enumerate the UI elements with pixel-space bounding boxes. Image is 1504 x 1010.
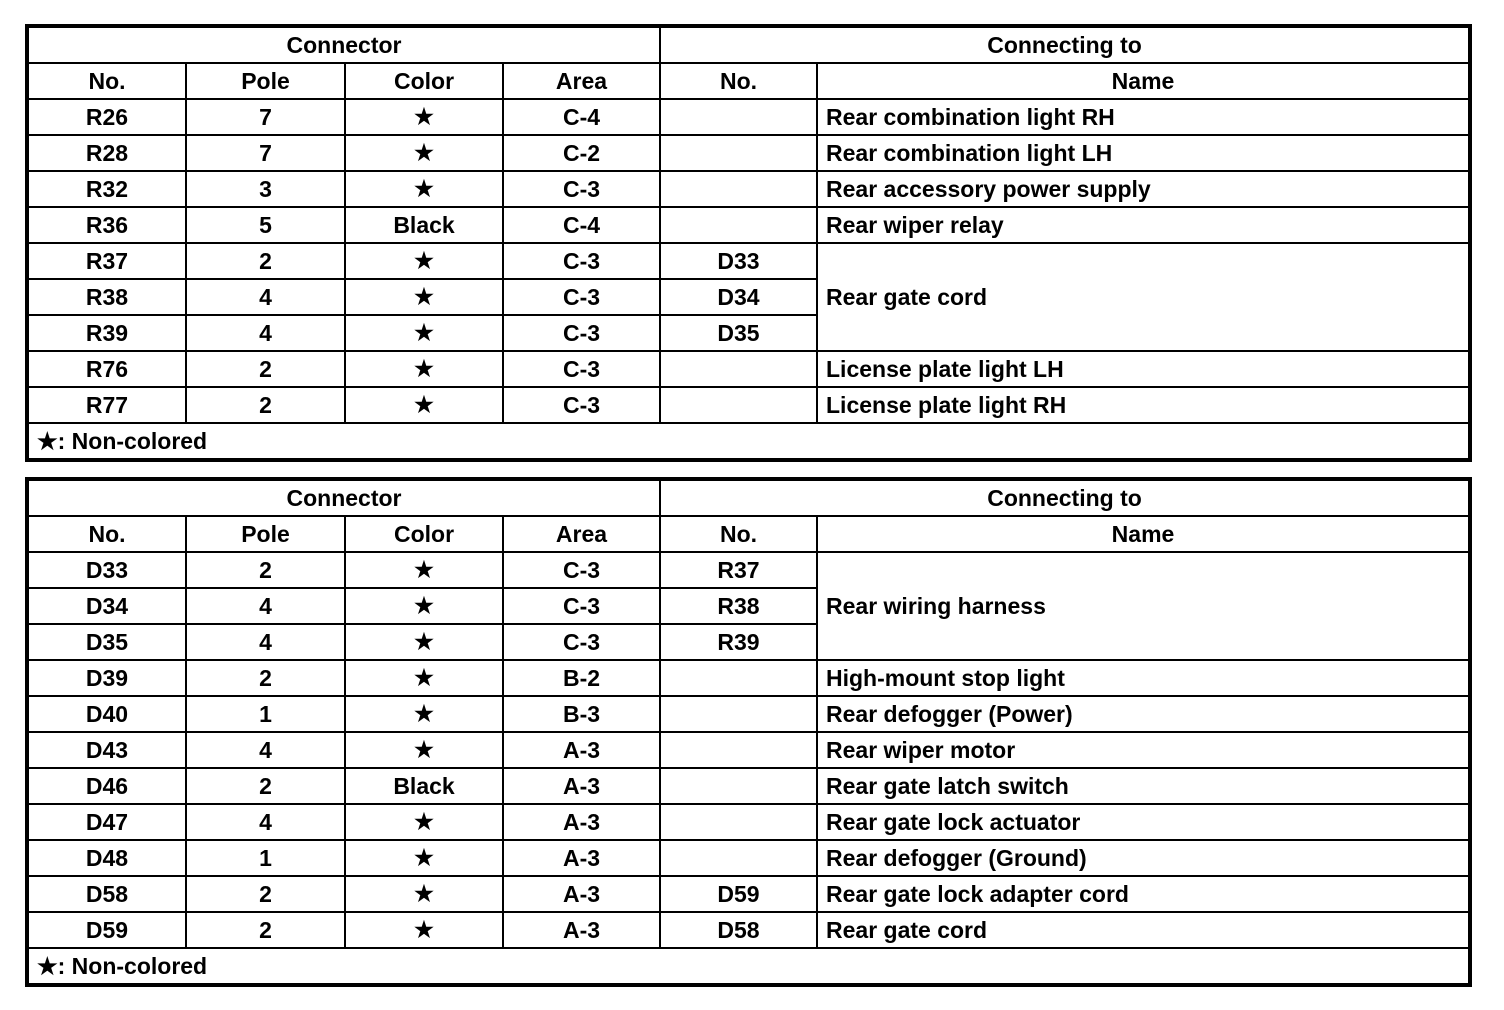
- col-header-area: Area: [503, 516, 660, 552]
- cell-pole: 2: [186, 243, 345, 279]
- cell-name: Rear gate cord: [817, 912, 1470, 948]
- cell-pole: 5: [186, 207, 345, 243]
- cell-area: C-3: [503, 171, 660, 207]
- cell-no: D47: [27, 804, 186, 840]
- cell-area: A-3: [503, 840, 660, 876]
- cell-name: Rear combination light LH: [817, 135, 1470, 171]
- table-row: [27, 768, 1470, 804]
- cell-no: R77: [27, 387, 186, 423]
- cell-name: Rear wiring harness: [817, 552, 1470, 660]
- cell-area: A-3: [503, 804, 660, 840]
- cell-pole: 1: [186, 696, 345, 732]
- cell-color: ★: [345, 696, 503, 732]
- cell-to-no: [660, 696, 817, 732]
- cell-no: R26: [27, 99, 186, 135]
- cell-pole: 4: [186, 588, 345, 624]
- cell-name: Rear combination light RH: [817, 99, 1470, 135]
- cell-name: High-mount stop light: [817, 660, 1470, 696]
- cell-name: Rear defogger (Power): [817, 696, 1470, 732]
- cell-to-no: [660, 768, 817, 804]
- cell-color: ★: [345, 279, 503, 315]
- cell-color: ★: [345, 732, 503, 768]
- cell-to-no: [660, 387, 817, 423]
- cell-pole: 3: [186, 171, 345, 207]
- footnote-row: [27, 948, 1470, 985]
- table-row: [27, 351, 1470, 387]
- cell-no: D34: [27, 588, 186, 624]
- table-row: [27, 243, 1470, 279]
- cell-area: C-3: [503, 351, 660, 387]
- cell-area: C-4: [503, 207, 660, 243]
- footnote-non-colored: ★: Non-colored: [27, 423, 1470, 460]
- column-header-row: [27, 63, 1470, 99]
- cell-name: Rear wiper relay: [817, 207, 1470, 243]
- cell-name: Rear gate lock adapter cord: [817, 876, 1470, 912]
- cell-name: License plate light RH: [817, 387, 1470, 423]
- table-row: [27, 552, 1470, 588]
- cell-no: R76: [27, 351, 186, 387]
- connector-group-header: Connector: [27, 479, 660, 516]
- cell-no: R36: [27, 207, 186, 243]
- table-row: [27, 171, 1470, 207]
- table-row: [27, 135, 1470, 171]
- col-header-name: Name: [817, 516, 1470, 552]
- cell-pole: 2: [186, 387, 345, 423]
- connector-group-header: Connector: [27, 26, 660, 63]
- cell-no: R28: [27, 135, 186, 171]
- group-header-row: [27, 479, 1470, 516]
- connecting-to-group-header: Connecting to: [660, 26, 1470, 63]
- col-header-area: Area: [503, 63, 660, 99]
- cell-to-no: D35: [660, 315, 817, 351]
- cell-color: ★: [345, 912, 503, 948]
- cell-area: B-2: [503, 660, 660, 696]
- col-header-pole: Pole: [186, 516, 345, 552]
- cell-pole: 4: [186, 315, 345, 351]
- cell-pole: 2: [186, 351, 345, 387]
- cell-area: C-3: [503, 552, 660, 588]
- col-header-no: No.: [27, 516, 186, 552]
- cell-color: Black: [345, 768, 503, 804]
- cell-color: ★: [345, 552, 503, 588]
- cell-no: D58: [27, 876, 186, 912]
- table-row: [27, 387, 1470, 423]
- cell-color: ★: [345, 588, 503, 624]
- cell-to-no: D59: [660, 876, 817, 912]
- footnote-non-colored: ★: Non-colored: [27, 948, 1470, 985]
- cell-pole: 4: [186, 279, 345, 315]
- cell-area: C-3: [503, 387, 660, 423]
- cell-area: C-3: [503, 624, 660, 660]
- cell-color: ★: [345, 99, 503, 135]
- table-row: [27, 804, 1470, 840]
- cell-color: ★: [345, 660, 503, 696]
- cell-name: Rear wiper motor: [817, 732, 1470, 768]
- cell-to-no: D58: [660, 912, 817, 948]
- cell-no: R39: [27, 315, 186, 351]
- connector-table-rear-gate: [25, 477, 1472, 987]
- col-header-color: Color: [345, 516, 503, 552]
- cell-pole: 7: [186, 135, 345, 171]
- cell-no: D33: [27, 552, 186, 588]
- cell-area: A-3: [503, 912, 660, 948]
- column-header-row: [27, 516, 1470, 552]
- cell-area: C-3: [503, 243, 660, 279]
- table-row: [27, 732, 1470, 768]
- cell-pole: 4: [186, 804, 345, 840]
- col-header-to-no: No.: [660, 63, 817, 99]
- cell-area: A-3: [503, 876, 660, 912]
- cell-color: ★: [345, 315, 503, 351]
- cell-area: B-3: [503, 696, 660, 732]
- cell-area: C-2: [503, 135, 660, 171]
- cell-pole: 2: [186, 552, 345, 588]
- col-header-to-no: No.: [660, 516, 817, 552]
- cell-no: R38: [27, 279, 186, 315]
- cell-no: R37: [27, 243, 186, 279]
- cell-to-no: [660, 207, 817, 243]
- cell-to-no: [660, 660, 817, 696]
- cell-pole: 2: [186, 768, 345, 804]
- cell-to-no: [660, 732, 817, 768]
- cell-color: ★: [345, 804, 503, 840]
- cell-color: ★: [345, 243, 503, 279]
- cell-color: ★: [345, 876, 503, 912]
- cell-pole: 2: [186, 912, 345, 948]
- cell-color: ★: [345, 624, 503, 660]
- cell-to-no: R37: [660, 552, 817, 588]
- cell-no: D43: [27, 732, 186, 768]
- cell-name: Rear accessory power supply: [817, 171, 1470, 207]
- cell-no: D40: [27, 696, 186, 732]
- cell-to-no: [660, 351, 817, 387]
- cell-area: A-3: [503, 768, 660, 804]
- col-header-pole: Pole: [186, 63, 345, 99]
- cell-pole: 7: [186, 99, 345, 135]
- cell-color: ★: [345, 171, 503, 207]
- table-row: [27, 876, 1470, 912]
- table-row: [27, 660, 1470, 696]
- col-header-color: Color: [345, 63, 503, 99]
- cell-no: D48: [27, 840, 186, 876]
- cell-pole: 2: [186, 876, 345, 912]
- cell-to-no: [660, 135, 817, 171]
- cell-no: D35: [27, 624, 186, 660]
- footnote-row: [27, 423, 1470, 460]
- cell-name: License plate light LH: [817, 351, 1470, 387]
- cell-pole: 2: [186, 660, 345, 696]
- table-row: [27, 840, 1470, 876]
- cell-color: ★: [345, 387, 503, 423]
- cell-no: D59: [27, 912, 186, 948]
- table-row: [27, 912, 1470, 948]
- cell-to-no: D34: [660, 279, 817, 315]
- cell-area: C-4: [503, 99, 660, 135]
- table-row: [27, 696, 1470, 732]
- table-row: [27, 99, 1470, 135]
- cell-to-no: R39: [660, 624, 817, 660]
- cell-no: R32: [27, 171, 186, 207]
- group-header-row: [27, 26, 1470, 63]
- col-header-no: No.: [27, 63, 186, 99]
- cell-area: A-3: [503, 732, 660, 768]
- cell-color: ★: [345, 351, 503, 387]
- cell-area: C-3: [503, 279, 660, 315]
- cell-pole: 4: [186, 732, 345, 768]
- cell-color: Black: [345, 207, 503, 243]
- connecting-to-group-header: Connecting to: [660, 479, 1470, 516]
- cell-to-no: [660, 804, 817, 840]
- cell-to-no: R38: [660, 588, 817, 624]
- cell-name: Rear defogger (Ground): [817, 840, 1470, 876]
- cell-no: D39: [27, 660, 186, 696]
- cell-name: Rear gate lock actuator: [817, 804, 1470, 840]
- cell-name: Rear gate cord: [817, 243, 1470, 351]
- col-header-name: Name: [817, 63, 1470, 99]
- cell-to-no: [660, 840, 817, 876]
- cell-pole: 1: [186, 840, 345, 876]
- cell-area: C-3: [503, 588, 660, 624]
- cell-no: D46: [27, 768, 186, 804]
- cell-to-no: [660, 99, 817, 135]
- connector-table-rear: [25, 24, 1472, 462]
- cell-pole: 4: [186, 624, 345, 660]
- cell-to-no: D33: [660, 243, 817, 279]
- cell-color: ★: [345, 135, 503, 171]
- cell-color: ★: [345, 840, 503, 876]
- cell-to-no: [660, 171, 817, 207]
- cell-area: C-3: [503, 315, 660, 351]
- cell-name: Rear gate latch switch: [817, 768, 1470, 804]
- table-row: [27, 207, 1470, 243]
